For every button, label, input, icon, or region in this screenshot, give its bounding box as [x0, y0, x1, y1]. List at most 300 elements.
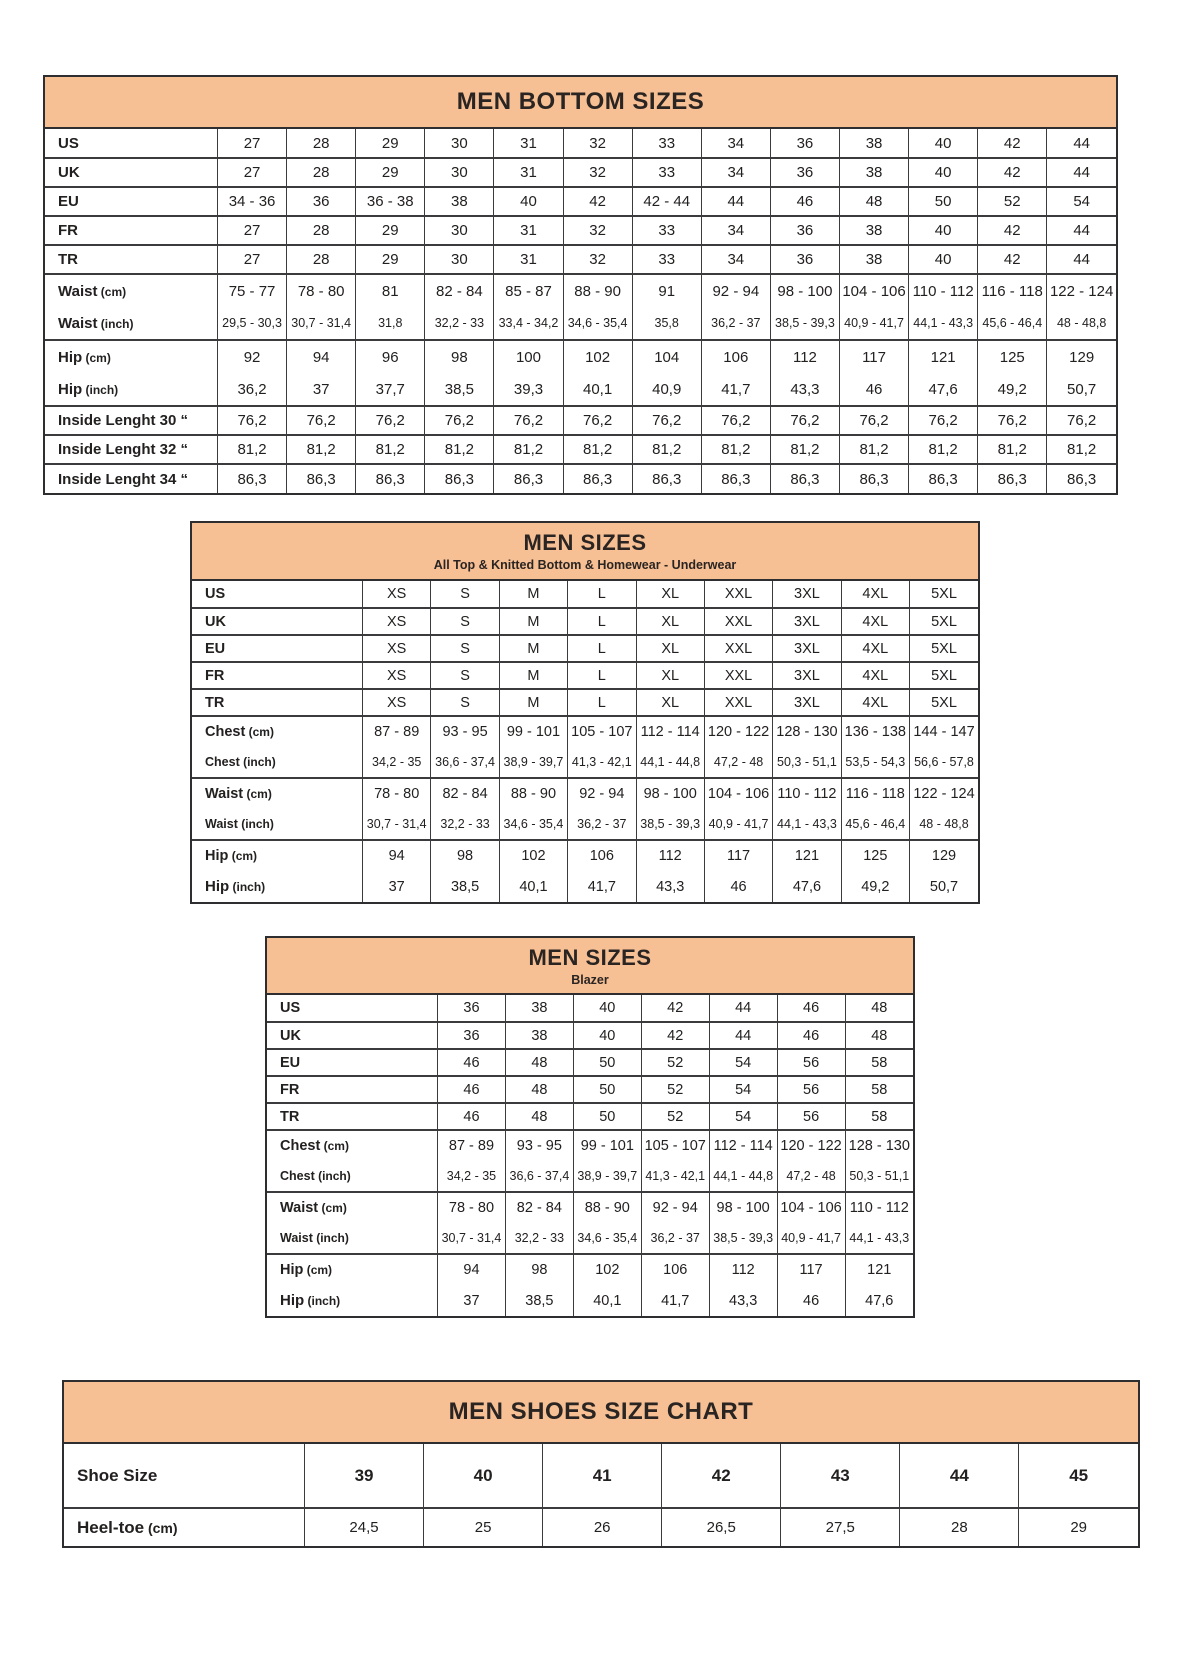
size-cell: 98	[505, 1254, 573, 1285]
size-cell: 112	[770, 340, 839, 373]
size-cell: 37	[438, 1285, 506, 1316]
size-cell: 40,9 - 41,7	[839, 307, 908, 340]
size-cell: 29	[356, 129, 425, 158]
size-cell: 33	[632, 129, 701, 158]
table-header-band	[45, 77, 1116, 129]
table-row	[192, 635, 978, 662]
size-cell: 48	[845, 1022, 913, 1049]
row-unit: (inch)	[312, 1231, 349, 1245]
size-cell: 37	[363, 871, 431, 902]
size-cell: 40	[573, 1022, 641, 1049]
size-cell: 81,2	[494, 435, 563, 464]
size-cell: 50,7	[1047, 373, 1116, 406]
size-cell: 30	[425, 216, 494, 245]
row-label-text: Chest	[205, 755, 240, 769]
size-cell: 36	[287, 187, 356, 216]
size-cell: 87 - 89	[363, 716, 431, 747]
size-cell: 78 - 80	[287, 274, 356, 307]
table-row	[192, 778, 978, 809]
size-cell: 78 - 80	[363, 778, 431, 809]
size-cell: 48	[505, 1076, 573, 1103]
size-cell: 32	[563, 245, 632, 274]
table-row	[267, 1103, 913, 1130]
size-cell: 106	[701, 340, 770, 373]
size-cell: 81,2	[701, 435, 770, 464]
row-label	[267, 1076, 438, 1103]
size-cell: 48	[505, 1049, 573, 1076]
row-label	[267, 1049, 438, 1076]
size-cell: 52	[641, 1103, 709, 1130]
size-cell: 110 - 112	[773, 778, 841, 809]
size-cell: 86,3	[909, 464, 978, 493]
size-cell: 53,5 - 54,3	[841, 747, 909, 778]
size-cell: 76,2	[839, 406, 908, 435]
size-cell: 102	[563, 340, 632, 373]
size-cell: 5XL	[910, 581, 979, 608]
row-label	[192, 716, 363, 747]
row-label	[45, 307, 218, 340]
row-label	[267, 1285, 438, 1316]
row-unit: (cm)	[97, 284, 127, 299]
size-cell: 36,2 - 37	[641, 1223, 709, 1254]
table-row	[267, 1076, 913, 1103]
size-cell: 44	[1047, 129, 1116, 158]
size-cell: 44,1 - 43,3	[845, 1223, 913, 1254]
table-row	[192, 809, 978, 840]
size-cell: 38	[505, 995, 573, 1022]
size-cell: 44,1 - 43,3	[909, 307, 978, 340]
size-cell: 99 - 101	[499, 716, 567, 747]
size-cell: 86,3	[770, 464, 839, 493]
size-cell: 46	[777, 1285, 845, 1316]
size-cell: 81,2	[218, 435, 287, 464]
row-unit: (inch)	[82, 382, 119, 397]
size-cell: 40	[494, 187, 563, 216]
size-cell: 81,2	[909, 435, 978, 464]
size-cell: 31	[494, 129, 563, 158]
size-cell: 56	[777, 1049, 845, 1076]
size-cell: 86,3	[425, 464, 494, 493]
size-cell: 43,3	[636, 871, 704, 902]
size-cell: 98	[431, 840, 499, 871]
size-cell: 3XL	[773, 689, 841, 716]
size-cell: 76,2	[356, 406, 425, 435]
size-cell: 86,3	[287, 464, 356, 493]
size-cell: 85 - 87	[494, 274, 563, 307]
size-cell: 42	[978, 129, 1047, 158]
table-row	[267, 1254, 913, 1285]
size-cell: 86,3	[978, 464, 1047, 493]
table-row	[192, 608, 978, 635]
size-cell: 36,6 - 37,4	[505, 1161, 573, 1192]
size-cell: 34	[701, 245, 770, 274]
row-label	[45, 274, 218, 307]
size-cell: 94	[287, 340, 356, 373]
size-cell: 88 - 90	[573, 1192, 641, 1223]
row-unit: (cm)	[303, 1263, 333, 1277]
row-label	[267, 1192, 438, 1223]
size-cell: 44	[1047, 158, 1116, 187]
size-cell: 76,2	[909, 406, 978, 435]
size-cell: 38,5 - 39,3	[709, 1223, 777, 1254]
size-cell: 33	[632, 245, 701, 274]
size-cell: 122 - 124	[1047, 274, 1116, 307]
size-cell: 41	[543, 1444, 662, 1508]
size-cell: 120 - 122	[704, 716, 772, 747]
size-cell: 92 - 94	[641, 1192, 709, 1223]
size-cell: 38,9 - 39,7	[499, 747, 567, 778]
size-cell: 50	[573, 1049, 641, 1076]
row-unit: (inch)	[97, 316, 134, 331]
table-title: MEN BOTTOM SIZES	[456, 88, 705, 115]
row-label	[45, 340, 218, 373]
row-label	[267, 1103, 438, 1130]
size-cell: 41,3 - 42,1	[641, 1161, 709, 1192]
size-cell: 38,5	[425, 373, 494, 406]
size-cell: 38	[425, 187, 494, 216]
size-cell: XXL	[704, 608, 772, 635]
size-cell: 38	[839, 245, 908, 274]
table-row	[267, 1223, 913, 1254]
row-label-text: Hip	[205, 848, 229, 864]
size-cell: 86,3	[494, 464, 563, 493]
size-cell: 34,6 - 35,4	[573, 1223, 641, 1254]
size-cell: 31	[494, 158, 563, 187]
size-cell: 81,2	[770, 435, 839, 464]
size-cell: 47,2 - 48	[777, 1161, 845, 1192]
size-cell: 31	[494, 245, 563, 274]
size-cell: XL	[636, 689, 704, 716]
men-sizes-top-table	[190, 521, 980, 904]
row-label	[45, 216, 218, 245]
size-cell: 32	[563, 216, 632, 245]
row-label-text: Heel-toe	[77, 1517, 145, 1537]
size-cell: 40,1	[499, 871, 567, 902]
size-cell: 29,5 - 30,3	[218, 307, 287, 340]
size-cell: 38	[839, 129, 908, 158]
size-cell: 100	[494, 340, 563, 373]
size-cell: 37	[287, 373, 356, 406]
size-cell: 110 - 112	[909, 274, 978, 307]
size-cell: 29	[356, 216, 425, 245]
size-cell: 35,8	[632, 307, 701, 340]
size-cell: 36	[770, 245, 839, 274]
table-row	[45, 187, 1116, 216]
size-cell: XL	[636, 608, 704, 635]
table-row	[45, 129, 1116, 158]
table-header-band	[267, 938, 913, 995]
size-cell: 25	[424, 1508, 543, 1546]
size-cell: 58	[845, 1049, 913, 1076]
size-cell: 105 - 107	[568, 716, 636, 747]
size-cell: 99 - 101	[573, 1130, 641, 1161]
size-cell: 4XL	[841, 662, 909, 689]
size-cell: 46	[839, 373, 908, 406]
row-label-text: US	[205, 586, 226, 602]
size-cell: 48 - 48,8	[910, 809, 979, 840]
size-cell: 4XL	[841, 608, 909, 635]
size-cell: 106	[641, 1254, 709, 1285]
row-label	[192, 635, 363, 662]
size-cell: 28	[287, 245, 356, 274]
size-cell: 27	[218, 129, 287, 158]
size-cell: 56,6 - 57,8	[910, 747, 979, 778]
row-label-text: FR	[280, 1081, 300, 1098]
table-row	[45, 158, 1116, 187]
size-cell: 93 - 95	[505, 1130, 573, 1161]
size-cell: 28	[287, 216, 356, 245]
table-row	[267, 1049, 913, 1076]
row-label-text: Waist	[280, 1231, 313, 1245]
row-label-text: TR	[58, 251, 78, 268]
size-cell: 32	[563, 129, 632, 158]
size-cell: 3XL	[773, 635, 841, 662]
size-cell: M	[499, 635, 567, 662]
size-cell: 94	[363, 840, 431, 871]
row-unit: (inch)	[304, 1294, 341, 1308]
row-label	[64, 1444, 305, 1508]
size-cell: 54	[709, 1103, 777, 1130]
size-cell: 102	[573, 1254, 641, 1285]
table-row	[64, 1508, 1138, 1546]
size-cell: 128 - 130	[845, 1130, 913, 1161]
row-label-text: US	[58, 134, 79, 152]
size-cell: L	[568, 662, 636, 689]
table-title: MEN SIZES	[523, 530, 647, 555]
size-cell: 86,3	[218, 464, 287, 493]
row-label-text: EU	[58, 193, 79, 210]
size-cell: 30,7 - 31,4	[363, 809, 431, 840]
size-cell: 76,2	[770, 406, 839, 435]
size-cell: 106	[568, 840, 636, 871]
size-cell: 48 - 48,8	[1047, 307, 1116, 340]
size-cell: XS	[363, 581, 431, 608]
size-cell: 102	[499, 840, 567, 871]
size-cell: XL	[636, 635, 704, 662]
row-label-text: EU	[205, 640, 226, 657]
size-cell: 38	[839, 216, 908, 245]
size-cell: 27	[218, 158, 287, 187]
size-cell: 50,3 - 51,1	[845, 1161, 913, 1192]
size-cell: 36	[770, 158, 839, 187]
size-cell: 31	[494, 216, 563, 245]
size-cell: 125	[978, 340, 1047, 373]
size-cell: 121	[909, 340, 978, 373]
size-cell: 34 - 36	[218, 187, 287, 216]
row-label	[267, 1223, 438, 1254]
row-label	[192, 871, 363, 902]
size-cell: 30	[425, 245, 494, 274]
size-cell: 104	[632, 340, 701, 373]
size-cell: 82 - 84	[505, 1192, 573, 1223]
row-label	[267, 1022, 438, 1049]
size-cell: 78 - 80	[438, 1192, 506, 1223]
size-cell: 76,2	[1047, 406, 1116, 435]
table-row	[192, 840, 978, 871]
size-cell: 45	[1019, 1444, 1138, 1508]
size-cell: 47,6	[773, 871, 841, 902]
size-cell: 105 - 107	[641, 1130, 709, 1161]
size-cell: 40	[909, 216, 978, 245]
row-label-text: Inside Lenght 32 “	[58, 441, 189, 458]
size-cell: 76,2	[701, 406, 770, 435]
size-cell: 29	[356, 158, 425, 187]
size-cell: 93 - 95	[431, 716, 499, 747]
size-grid	[45, 129, 1116, 493]
row-label-text: Hip	[205, 878, 230, 895]
size-cell: 56	[777, 1076, 845, 1103]
size-cell: 38,9 - 39,7	[573, 1161, 641, 1192]
table-row	[45, 245, 1116, 274]
size-cell: XXL	[704, 635, 772, 662]
size-cell: 46	[777, 995, 845, 1022]
size-cell: 129	[910, 840, 979, 871]
men-bottom-sizes-table	[43, 75, 1118, 495]
row-unit: (cm)	[228, 849, 258, 863]
size-cell: 34,6 - 35,4	[563, 307, 632, 340]
size-cell: 40	[909, 245, 978, 274]
table-row	[192, 662, 978, 689]
size-cell: 39	[305, 1444, 424, 1508]
size-cell: 5XL	[910, 608, 979, 635]
size-cell: 40	[573, 995, 641, 1022]
size-cell: 82 - 84	[431, 778, 499, 809]
size-cell: 34,2 - 35	[363, 747, 431, 778]
size-cell: 50	[573, 1103, 641, 1130]
size-cell: 48	[845, 995, 913, 1022]
size-cell: 43	[781, 1444, 900, 1508]
size-cell: 112 - 114	[636, 716, 704, 747]
size-cell: 40	[424, 1444, 543, 1508]
size-cell: 76,2	[632, 406, 701, 435]
size-cell: 41,7	[641, 1285, 709, 1316]
size-cell: 116 - 118	[978, 274, 1047, 307]
size-cell: L	[568, 581, 636, 608]
size-cell: 136 - 138	[841, 716, 909, 747]
size-grid	[64, 1444, 1138, 1546]
size-cell: 30,7 - 31,4	[287, 307, 356, 340]
men-sizes-blazer-table	[265, 936, 915, 1318]
row-unit: (inch)	[229, 880, 266, 894]
size-cell: 112	[636, 840, 704, 871]
row-label	[267, 1161, 438, 1192]
size-cell: 42 - 44	[632, 187, 701, 216]
table-row	[267, 1161, 913, 1192]
row-label-text: UK	[58, 164, 80, 181]
size-cell: XXL	[704, 581, 772, 608]
row-label-text: Hip	[280, 1292, 305, 1309]
row-label-text: EU	[280, 1054, 301, 1071]
size-cell: 39,3	[494, 373, 563, 406]
size-cell: 42	[662, 1444, 781, 1508]
size-cell: S	[431, 635, 499, 662]
row-unit: (inch)	[237, 817, 274, 831]
size-cell: 112	[709, 1254, 777, 1285]
size-cell: 29	[356, 245, 425, 274]
size-cell: 48	[505, 1103, 573, 1130]
size-cell: 5XL	[910, 689, 979, 716]
row-unit: (inch)	[314, 1169, 351, 1183]
row-label	[267, 1254, 438, 1285]
size-cell: 44,1 - 43,3	[773, 809, 841, 840]
size-cell: S	[431, 608, 499, 635]
size-cell: 3XL	[773, 581, 841, 608]
row-label-text: FR	[205, 667, 225, 684]
size-cell: 28	[900, 1508, 1019, 1546]
size-cell: XS	[363, 689, 431, 716]
size-cell: 86,3	[839, 464, 908, 493]
row-label-text: Hip	[58, 380, 83, 398]
size-cell: 38	[839, 158, 908, 187]
size-cell: 122 - 124	[910, 778, 979, 809]
size-cell: 86,3	[563, 464, 632, 493]
size-cell: M	[499, 689, 567, 716]
size-cell: 27	[218, 245, 287, 274]
size-cell: 50	[909, 187, 978, 216]
size-cell: 34	[701, 216, 770, 245]
size-cell: 76,2	[425, 406, 494, 435]
size-cell: 117	[777, 1254, 845, 1285]
size-cell: 28	[287, 129, 356, 158]
size-cell: 81,2	[425, 435, 494, 464]
table-row	[45, 307, 1116, 340]
size-cell: 104 - 106	[704, 778, 772, 809]
size-cell: 81,2	[839, 435, 908, 464]
size-cell: XXL	[704, 689, 772, 716]
size-cell: 24,5	[305, 1508, 424, 1546]
size-cell: 42	[978, 245, 1047, 274]
row-label	[192, 747, 363, 778]
size-cell: 43,3	[709, 1285, 777, 1316]
size-cell: 34	[701, 158, 770, 187]
size-cell: 27,5	[781, 1508, 900, 1546]
size-cell: 41,3 - 42,1	[568, 747, 636, 778]
row-label	[45, 245, 218, 274]
size-cell: XL	[636, 662, 704, 689]
table-row	[45, 406, 1116, 435]
size-cell: 117	[704, 840, 772, 871]
table-row	[192, 689, 978, 716]
table-row	[192, 747, 978, 778]
table-row	[267, 1192, 913, 1223]
size-cell: 76,2	[494, 406, 563, 435]
row-label-text: Inside Lenght 30 “	[58, 412, 189, 429]
size-cell: 44	[709, 995, 777, 1022]
size-cell: 120 - 122	[777, 1130, 845, 1161]
size-cell: 81	[356, 274, 425, 307]
table-row	[45, 274, 1116, 307]
size-cell: 31,8	[356, 307, 425, 340]
size-cell: 40,9 - 41,7	[704, 809, 772, 840]
table-row	[45, 216, 1116, 245]
size-cell: 36,2	[218, 373, 287, 406]
table-row	[192, 581, 978, 608]
size-cell: 44,1 - 44,8	[709, 1161, 777, 1192]
row-label-text: UK	[280, 1027, 301, 1044]
size-cell: 42	[978, 216, 1047, 245]
size-cell: 54	[1047, 187, 1116, 216]
table-row	[267, 1130, 913, 1161]
size-cell: 44,1 - 44,8	[636, 747, 704, 778]
size-cell: 47,6	[909, 373, 978, 406]
row-label	[45, 464, 218, 493]
size-cell: 50	[573, 1076, 641, 1103]
row-label-text: Chest	[280, 1169, 315, 1183]
size-cell: 117	[839, 340, 908, 373]
table-row	[267, 995, 913, 1022]
row-label-text: Hip	[58, 348, 83, 366]
size-cell: 88 - 90	[563, 274, 632, 307]
